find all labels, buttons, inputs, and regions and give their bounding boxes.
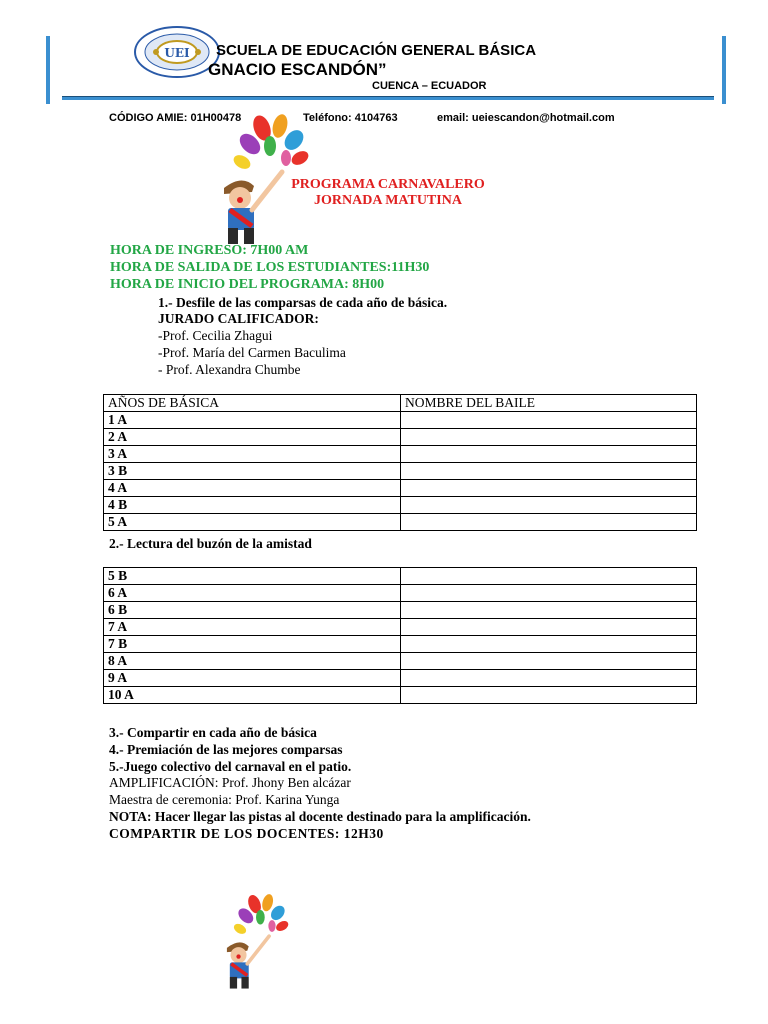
program-title: PROGRAMA CARNAVALERO (291, 177, 485, 192)
school-line: SCUELA DE EDUCACIÓN GENERAL BÁSICA (216, 42, 537, 59)
dance-name-cell (401, 636, 697, 653)
exit-time: HORA DE SALIDA DE LOS ESTUDIANTES:11H30 (110, 260, 430, 275)
grade-cell: 4 B (104, 497, 401, 514)
dance-name-cell (401, 446, 697, 463)
header-left-bar (46, 36, 50, 104)
dance-table-1 (103, 394, 697, 531)
dance-name-cell (401, 602, 697, 619)
dance-name-cell (401, 653, 697, 670)
jury-member: - Prof. Alexandra Chumbe (158, 362, 301, 377)
grade-cell: 9 A (104, 670, 401, 687)
school-name: GNACIO ESCANDÓN” (208, 60, 387, 79)
table-row (104, 670, 697, 687)
dance-name-cell (401, 463, 697, 480)
column-header: NOMBRE DEL BAILE (401, 395, 697, 412)
dance-name-cell (401, 429, 697, 446)
table-row (104, 653, 697, 670)
grade-cell: 6 A (104, 585, 401, 602)
grade-cell: 3 A (104, 446, 401, 463)
table-header-row (104, 395, 697, 412)
jury-member: -Prof. María del Carmen Baculima (158, 345, 346, 360)
teachers-share-time: COMPARTIR DE LOS DOCENTES: 12H30 (109, 826, 384, 841)
note-label: NOTA: (109, 809, 152, 824)
grade-cell: 7 B (104, 636, 401, 653)
table-row (104, 429, 697, 446)
note-text (109, 809, 531, 825)
table-row (104, 585, 697, 602)
ceremony-host-text: Maestra de ceremonia: Prof. Karina Yunga (109, 792, 340, 807)
item4-text: 4.- Premiación de las mejores comparsas (109, 742, 343, 757)
header-rule (62, 96, 714, 100)
grade-cell: 5 A (104, 514, 401, 531)
grade-cell: 1 A (104, 412, 401, 429)
column-header: AÑOS DE BÁSICA (104, 395, 401, 412)
dance-table-2 (103, 567, 697, 704)
grade-cell: 10 A (104, 687, 401, 704)
email-address: email: ueiescandon@hotmail.com (437, 112, 615, 124)
amplification-text: AMPLIFICACIÓN: Prof. Jhony Ben alcázar (109, 775, 351, 790)
item2-text: 2.- Lectura del buzón de la amistad (109, 536, 312, 551)
dance-name-cell (401, 568, 697, 585)
dance-name-cell (401, 585, 697, 602)
school-location: CUENCA – ECUADOR (372, 80, 487, 92)
dance-name-cell (401, 480, 697, 497)
start-time: HORA DE INICIO DEL PROGRAMA: 8H00 (110, 277, 385, 292)
table-row (104, 463, 697, 480)
item3-text: 3.- Compartir en cada año de básica (109, 725, 317, 740)
phone-number: Teléfono: 4104763 (303, 112, 398, 124)
grade-cell: 6 B (104, 602, 401, 619)
grade-cell: 4 A (104, 480, 401, 497)
grade-cell: 5 B (104, 568, 401, 585)
grade-cell: 7 A (104, 619, 401, 636)
table-row (104, 446, 697, 463)
table-row (104, 568, 697, 585)
dance-name-cell (401, 412, 697, 429)
dance-name-cell (401, 514, 697, 531)
jury-member: -Prof. Cecilia Zhagui (158, 328, 273, 343)
grade-cell: 2 A (104, 429, 401, 446)
dance-name-cell (401, 619, 697, 636)
jury-heading: JURADO CALIFICADOR: (158, 311, 319, 326)
entry-time: HORA DE INGRESO: 7H00 AM (110, 243, 309, 258)
grade-cell: 3 B (104, 463, 401, 480)
grade-cell: 8 A (104, 653, 401, 670)
table-row (104, 480, 697, 497)
amie-code: CÓDIGO AMIE: 01H00478 (109, 112, 242, 124)
table-row (104, 514, 697, 531)
program-subtitle: JORNADA MATUTINA (314, 193, 462, 208)
item5-text: 5.-Juego colectivo del carnaval en el patio. (109, 759, 352, 774)
dance-name-cell (401, 687, 697, 704)
logo-initials: UEI (164, 46, 190, 60)
table-row (104, 497, 697, 514)
table-row (104, 687, 697, 704)
carnival-clown-illustration-small (218, 894, 294, 995)
table-row (104, 412, 697, 429)
note-body: Hacer llegar las pistas al docente destinado para la amplificación. (151, 809, 531, 824)
header-right-bar (722, 36, 726, 104)
table-row (104, 619, 697, 636)
table-row (104, 602, 697, 619)
item1-title: 1.- Desfile de las comparsas de cada año de básica. (158, 295, 448, 310)
dance-name-cell (401, 497, 697, 514)
dance-name-cell (401, 670, 697, 687)
table-row (104, 636, 697, 653)
